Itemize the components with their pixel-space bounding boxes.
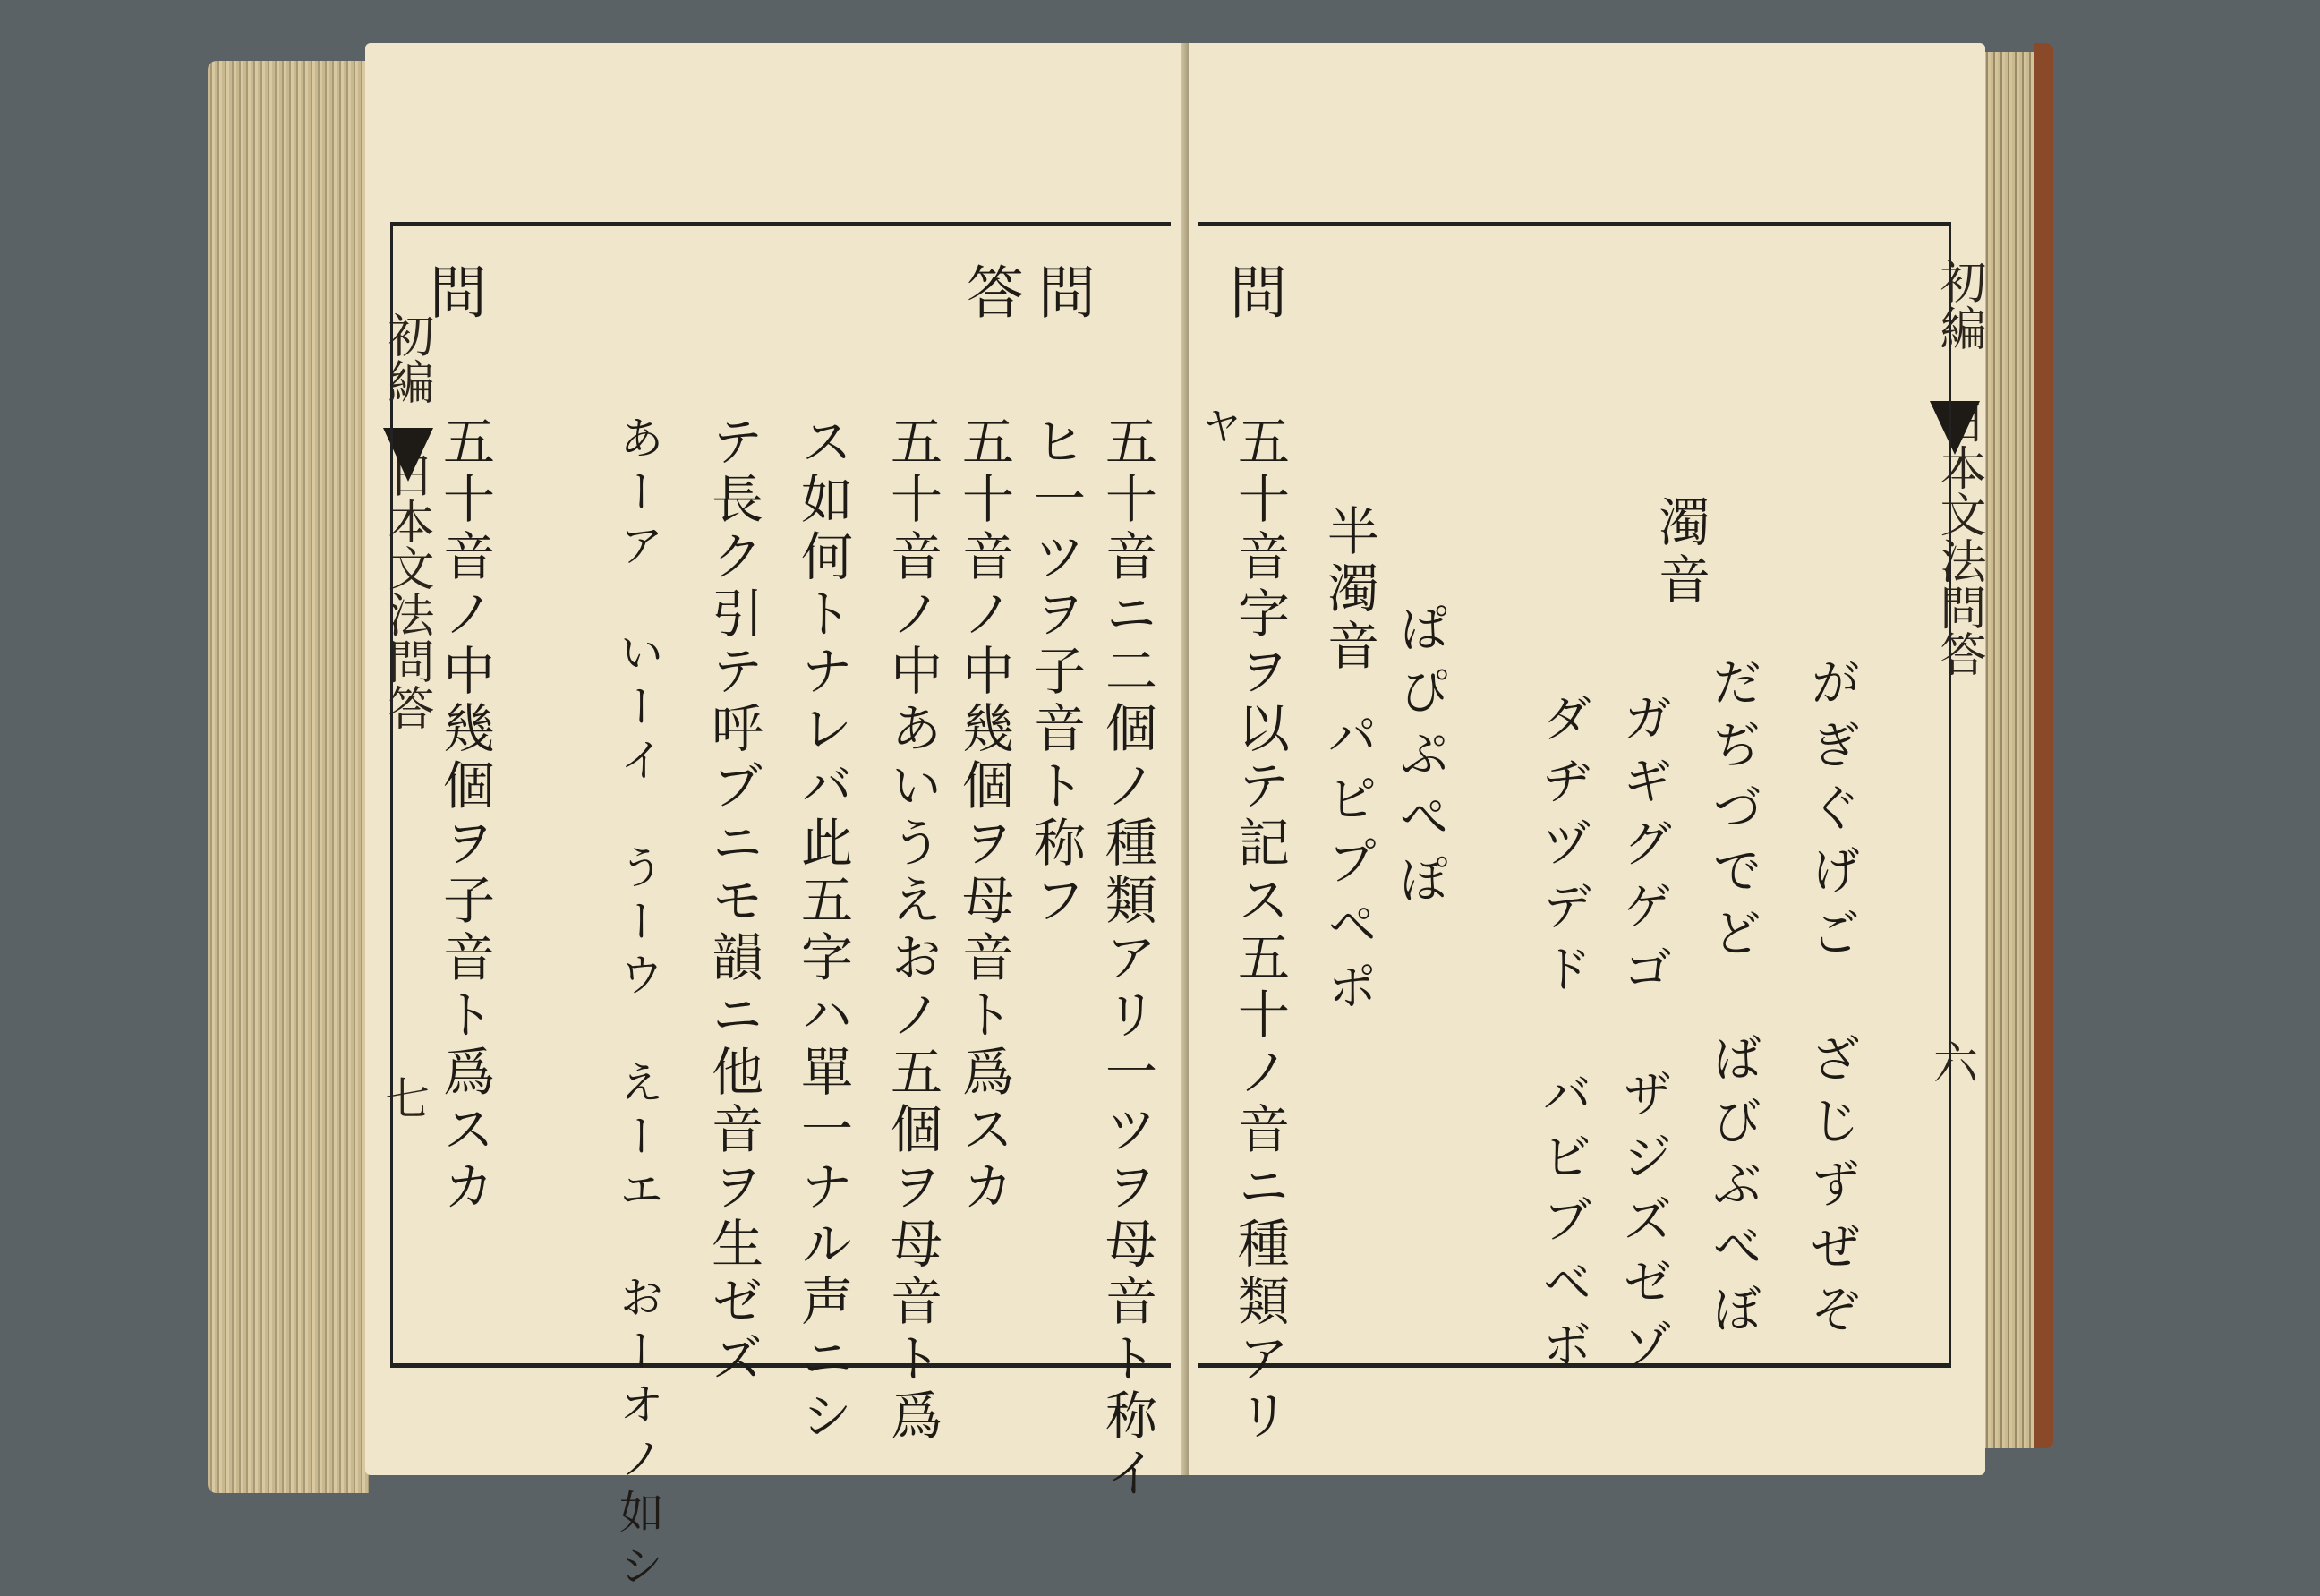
left-line-4: 五十音ノ中あいうえおノ五個ヲ母音ト爲	[882, 414, 942, 1446]
left-line-1: 五十音ニ二個ノ種類アリ一ツヲ母音ト称イ	[1096, 414, 1157, 1503]
dakuon-label: 濁音	[1650, 495, 1710, 610]
book-cover-edge	[2034, 43, 2053, 1448]
left-folio: 七	[385, 1073, 430, 1125]
dakuon-row-2: だぢづでど ばびぶべぼ	[1704, 656, 1762, 1345]
right-margin-title: 初編 日本文法問答	[1932, 258, 1985, 677]
right-first-line-tail: ヤ	[1195, 405, 1241, 450]
right-folio: 六	[1933, 1037, 1978, 1089]
handakuon-hiragana: ぱぴぷぺぽ	[1391, 602, 1449, 916]
handakuon-katakana: パピプペポ	[1319, 710, 1378, 1023]
left-header-q1: 問	[1028, 262, 1095, 364]
left-line-6: テ長ク引テ呼ブニモ韻ニ他音ヲ生ゼズ	[703, 414, 763, 1388]
right-question-line: 五十音字ヲ以テ記ス五十ノ音ニ種類アリ	[1229, 414, 1290, 1446]
open-book	[208, 43, 2041, 1596]
left-line-5: ス如何トナレバ此五字ハ單一ナル声ニシ	[792, 414, 853, 1446]
left-page	[365, 43, 1189, 1596]
right-text-frame	[1195, 222, 1951, 1446]
left-text-frame	[390, 222, 1171, 1596]
dakuon-row-1: がぎぐげご ざじずぜぞ	[1803, 656, 1861, 1345]
right-header-q: 問	[1220, 262, 1286, 364]
left-line-7: あーア いーイ うーウ えーエ おーオノ如シ	[612, 414, 664, 1596]
left-margin-title: 初編 日本文法問答	[380, 312, 433, 730]
left-header-q2: 問	[420, 262, 486, 364]
handakuon-label: 半濁音	[1318, 504, 1379, 676]
left-line-2: ヒ一ツヲ子音ト称フ	[1025, 414, 1086, 930]
page-edges-left	[208, 61, 369, 1493]
right-page	[1189, 43, 1985, 1475]
left-line-3: 五十音ノ中幾個ヲ母音ト爲スカ	[953, 414, 1014, 1216]
left-header-a: 答	[957, 262, 1023, 364]
dakuon-row-4: ダヂヅデド バビブベボ	[1534, 692, 1592, 1381]
dakuon-row-3: ガギグゲゴ ザジズゼゾ	[1615, 692, 1673, 1381]
left-line-8: 五十音ノ中幾個ヲ子音ト爲スカ	[434, 414, 495, 1216]
